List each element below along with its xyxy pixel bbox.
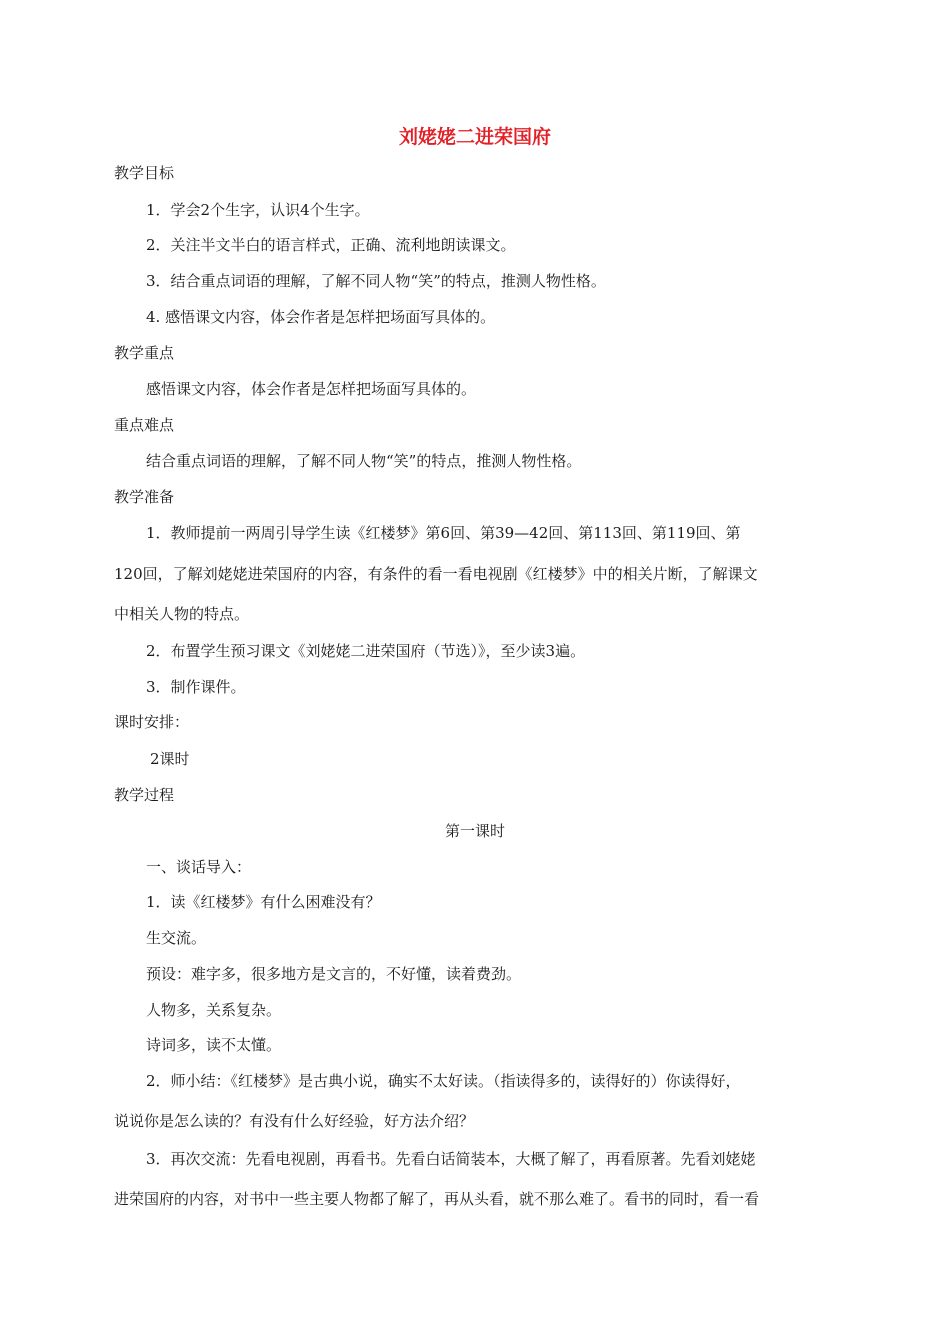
objective-item: 1．学会2个生字，认识4个生字。 — [146, 201, 370, 219]
key-point-text: 感悟课文内容，体会作者是怎样把场面写具体的。 — [146, 380, 477, 398]
preset-text: 诗词多，读不太懂。 — [146, 1036, 282, 1054]
difficulty-text: 结合重点词语的理解，了解不同人物“笑”的特点，推测人物性格。 — [146, 452, 582, 470]
summary-line: 说说你是怎么读的？有没有什么好经验，好方法介绍？ — [114, 1112, 475, 1130]
preset-text: 人物多，关系复杂。 — [146, 1001, 282, 1019]
preparation-heading: 教学准备 — [114, 488, 175, 506]
process-heading: 教学过程 — [114, 786, 175, 804]
preset-text: 预设：难字多，很多地方是文言的，不好懂，读着费劲。 — [146, 965, 522, 983]
preparation-item-1-line: 中相关人物的特点。 — [114, 605, 250, 623]
section-heading: 一、谈话导入： — [146, 858, 252, 876]
student-text: 生交流。 — [146, 929, 207, 947]
preparation-item-2: 2．布置学生预习课文《刘姥姥二进荣国府（节选）》，至少读3遍。 — [146, 642, 586, 660]
preparation-item-3: 3．制作课件。 — [146, 678, 246, 696]
question-text: 1．读《红楼梦》有什么困难没有？ — [146, 893, 381, 911]
exchange-line: 进荣国府的内容，对书中一些主要人物都了解了，再从头看，就不那么难了。看书的同时，看一看 — [114, 1190, 760, 1208]
objective-item: 2．关注半文半白的语言样式，正确、流利地朗读课文。 — [146, 236, 516, 254]
objectives-heading: 教学目标 — [114, 164, 175, 182]
preparation-item-1-line: 1．教师提前一两周引导学生读《红楼梦》第6回、第39—42回、第113回、第119回、第 — [146, 524, 741, 542]
summary-line: 2．师小结：《红楼梦》是古典小说，确实不太好读。（指读得多的，读得好的）你读得好， — [146, 1072, 741, 1090]
objective-item: 3．结合重点词语的理解，了解不同人物“笑”的特点，推测人物性格。 — [146, 272, 606, 290]
page-title: 刘姥姥二进荣国府 — [398, 126, 551, 148]
key-point-heading: 教学重点 — [114, 344, 175, 362]
preparation-item-1-line: 120回，了解刘姥姥进荣国府的内容，有条件的看一看电视剧《红楼梦》中的相关片断，了解课文 — [114, 565, 758, 583]
difficulty-heading: 重点难点 — [114, 416, 175, 434]
exchange-line: 3．再次交流：先看电视剧，再看书。先看白话简装本，大概了解了，再看原著。先看刘姥姥 — [146, 1150, 756, 1168]
lesson-title: 第一课时 — [444, 822, 505, 840]
schedule-text: 2课时 — [150, 750, 190, 768]
schedule-heading: 课时安排： — [114, 713, 190, 731]
objective-item: 4. 感悟课文内容，体会作者是怎样把场面写具体的。 — [146, 308, 496, 326]
